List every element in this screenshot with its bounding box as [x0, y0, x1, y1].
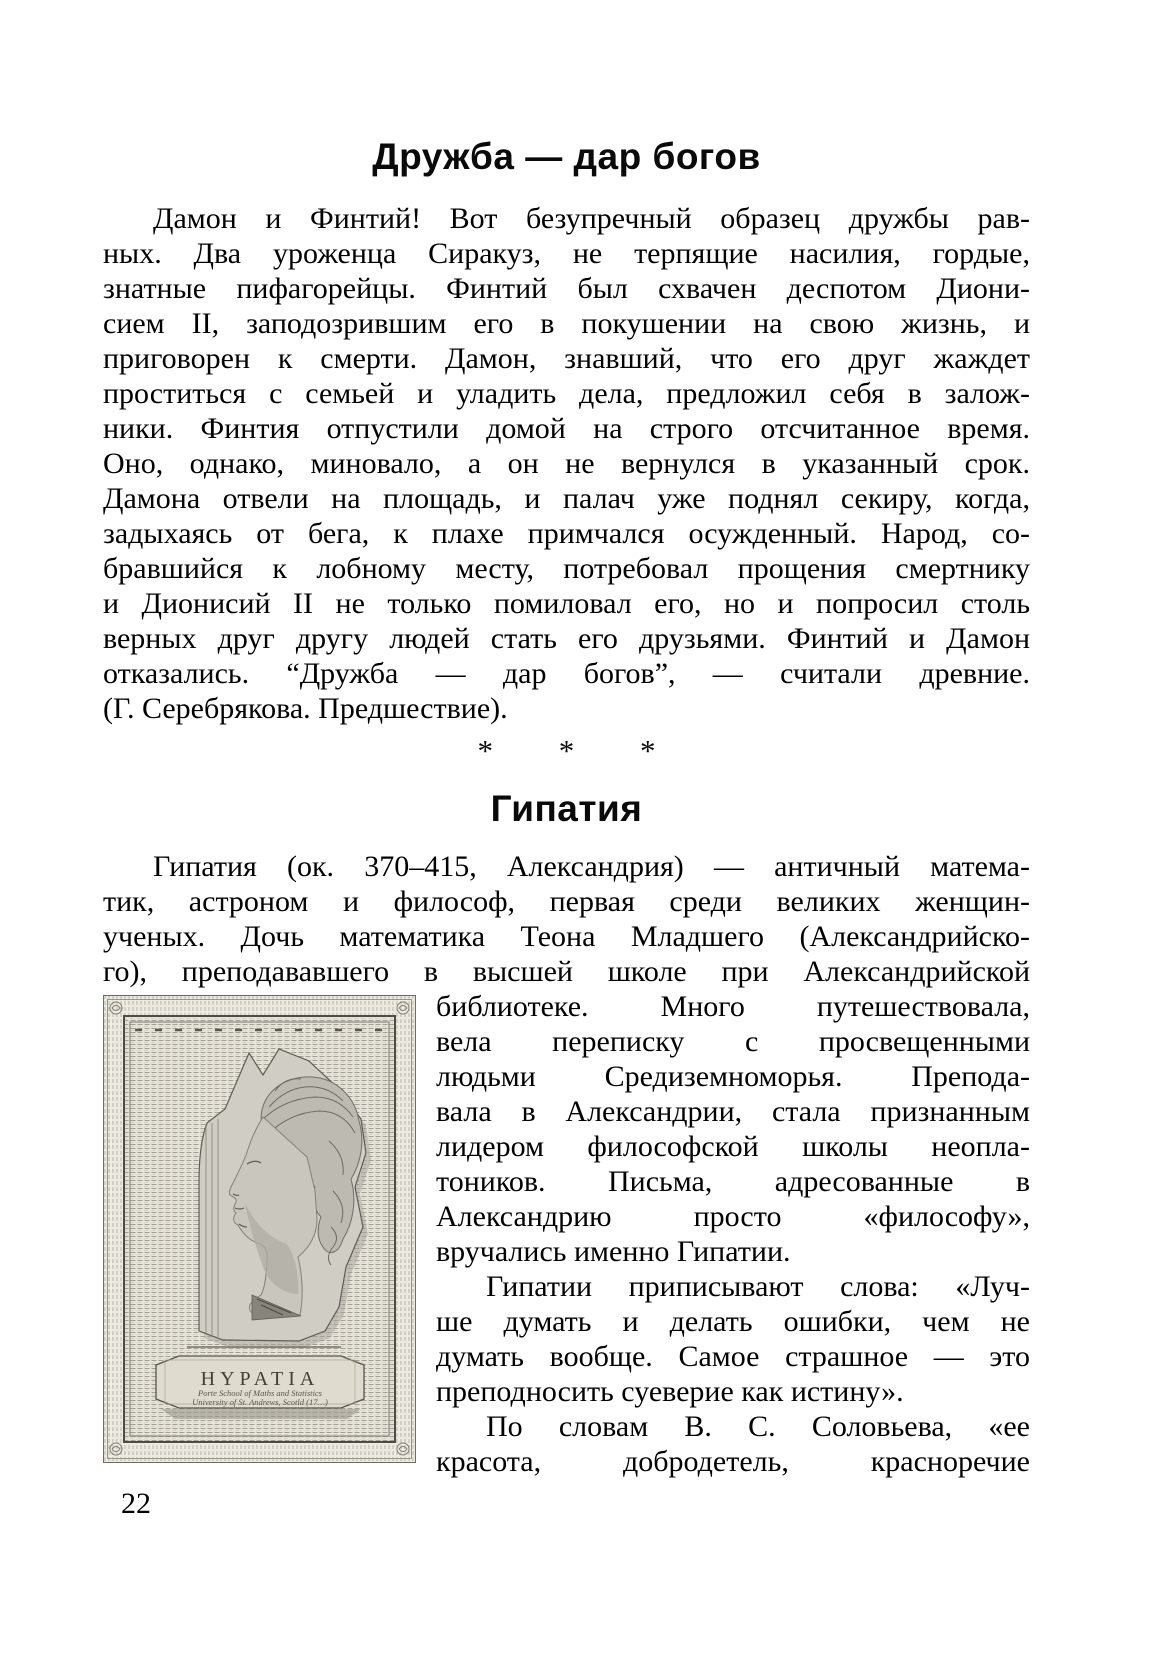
plaque-subtitle-1: Porte School of Maths and Statistics — [198, 1388, 322, 1398]
text-line: ученых. Дочь математика Теона Младшего (Александрийско- — [103, 920, 1030, 953]
text-line: и Дионисий II не только помиловал его, но и попросил столь — [103, 587, 1030, 620]
story2-title: Гипатия — [490, 788, 643, 829]
text-line: бравшийся к лобному месту, потребовал прощения смертнику — [103, 552, 1030, 585]
figure-and-text-row — [103, 989, 1030, 1479]
plaque-title: HYPATIA — [200, 1368, 320, 1390]
text-line: проститься с семьей и уладить дела, предложил себя в залож- — [103, 377, 1030, 410]
text-line: ники. Финтия отпустили домой на строго отсчитанное время. — [103, 412, 1030, 445]
story1-paragraph — [103, 201, 1030, 726]
text-line: сием II, заподозрившим его в покушении на свою жизнь, и — [103, 307, 1030, 340]
plaque — [156, 1356, 364, 1419]
text-line: Дамон и Финтий! Вот безупречный образец дружбы рав- — [153, 202, 1030, 235]
story2-wrap-text — [436, 989, 1030, 1479]
page-number: 22 — [121, 1487, 151, 1520]
text-line: По словам В. С. Соловьева, «ее — [486, 1410, 1030, 1443]
plaque-subtitle-2: University of St. Andrews, Scotld (17…) — [192, 1397, 328, 1407]
figure-hypatia — [103, 995, 416, 1463]
text-line: Оно, однако, миновало, а он не вернулся в указанный срок. — [103, 447, 1030, 480]
text-line: верных друг другу людей стать его друзьями. Финтий и Дамон — [103, 622, 1030, 655]
text-line: вала в Александрии, стала признанным — [436, 1095, 1030, 1128]
text-line: ных. Два уроженца Сиракуз, не терпящие насилия, гордые, — [103, 237, 1030, 270]
text-line: ше думать и делать ошибки, чем не — [436, 1305, 1030, 1338]
text-line: задыхаясь от бега, к плахе примчался осужденный. Народ, со- — [103, 517, 1030, 550]
text-line: (Г. Серебрякова. Предшествие). — [103, 692, 508, 725]
text-line: Гипатии приписывают слова: «Луч- — [486, 1270, 1030, 1303]
text-line: преподносить суеверие как истину». — [436, 1375, 904, 1408]
text-line: библиотеке. Много путешествовала, — [436, 990, 1030, 1023]
text-line: лидером философской школы неопла- — [436, 1130, 1030, 1163]
text-line: вручались именно Гипатии. — [436, 1235, 791, 1268]
story1-title: Дружба — дар богов — [372, 136, 761, 177]
text-line: думать вообще. Самое страшное — это — [436, 1340, 1030, 1373]
text-line: Александрию просто «философу», — [436, 1200, 1030, 1233]
text-line: знатные пифагорейцы. Финтий был схвачен деспотом Диони- — [103, 272, 1030, 305]
section-separator: * * * — [477, 733, 656, 768]
text-line: красота, добродетель, красноречие — [436, 1445, 1030, 1478]
text-line: го), преподававшего в высшей школе при Александрийской — [103, 955, 1030, 988]
text-line: Гипатия (ок. 370–415, Александрия) — античный матема- — [153, 850, 1030, 883]
text-line: Дамона отвели на площадь, и палач уже поднял секиру, когда, — [103, 482, 1030, 515]
text-line: приговорен к смерти. Дамон, знавший, что его друг жаждет — [103, 342, 1030, 375]
hypatia-engraving-image — [103, 995, 416, 1463]
text-line: тик, астроном и философ, первая среди великих женщин- — [103, 885, 1030, 918]
story2-intro-paragraph — [103, 849, 1030, 989]
text-line: отказались. “Дружба — дар богов”, — считали древние. — [103, 657, 1030, 690]
text-line: вела переписку с просвещенными — [436, 1025, 1030, 1058]
text-line: людьми Средиземноморья. Препода- — [436, 1060, 1030, 1093]
text-line: тоников. Письма, адресованные в — [436, 1165, 1030, 1198]
